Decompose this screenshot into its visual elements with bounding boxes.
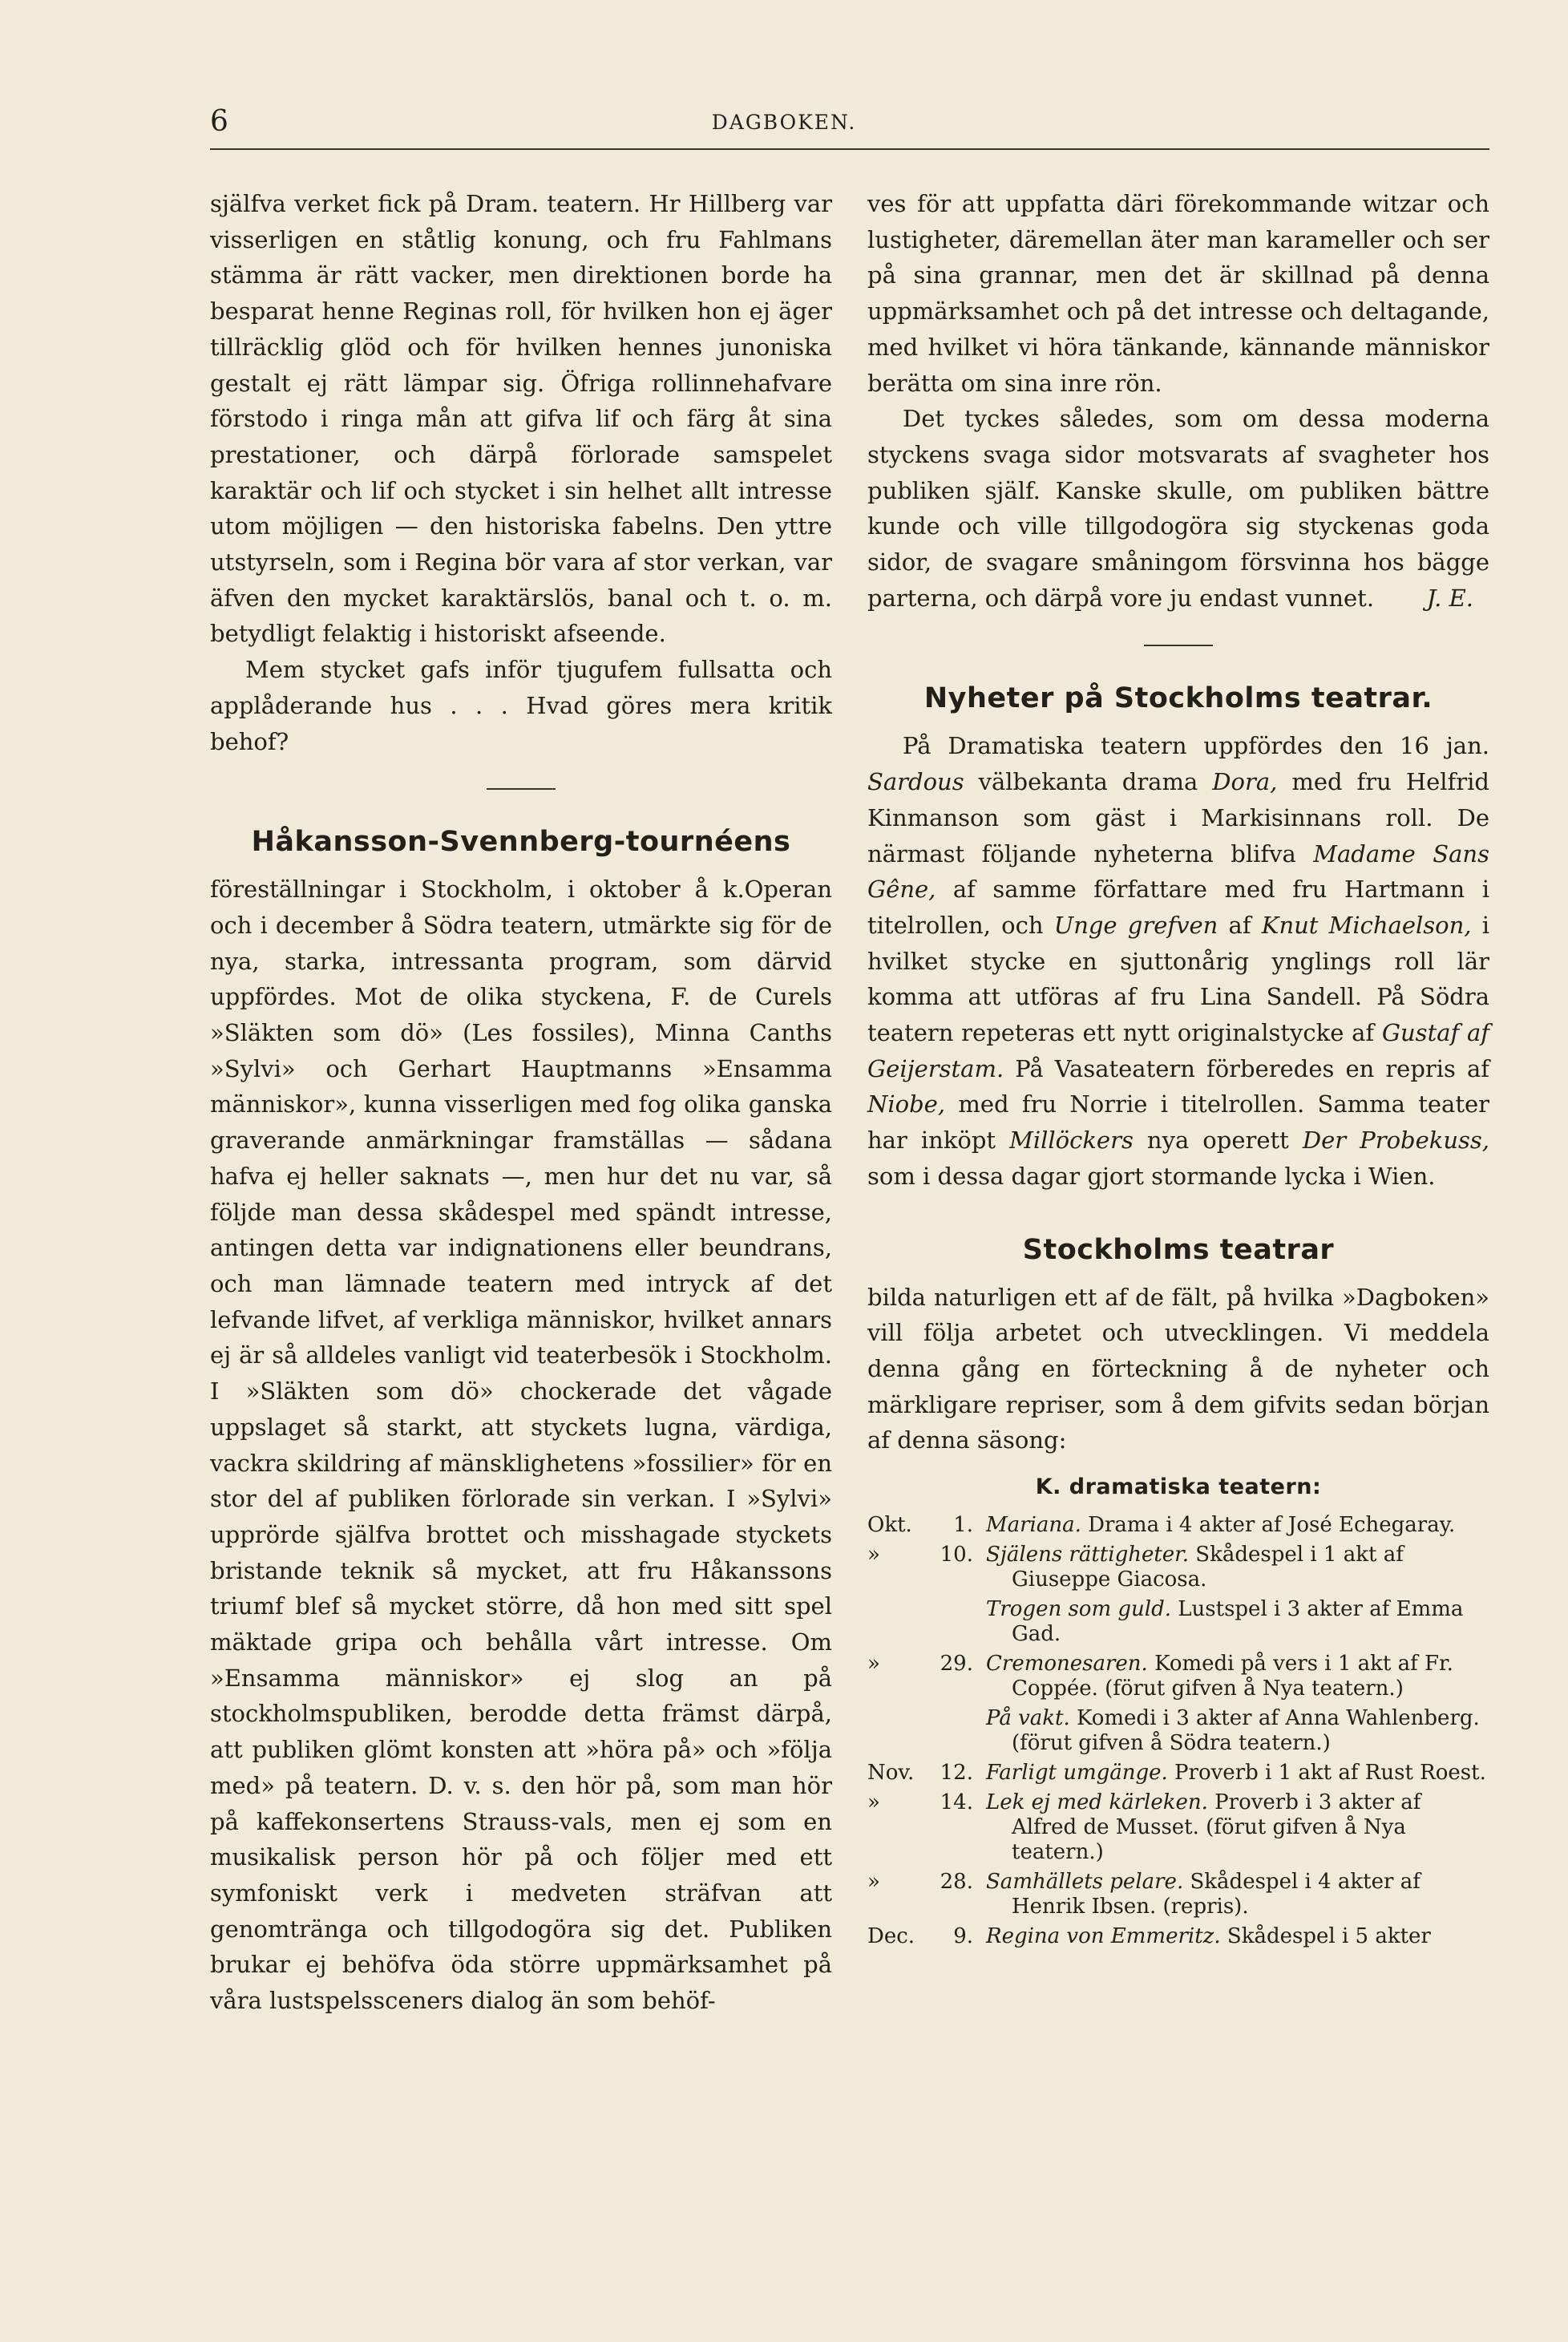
article-heading-nyheter: Nyheter på Stockholms teatrar. <box>923 682 1433 715</box>
play-description: Komedi i 3 akter af Anna Wahlenberg. (förut gifven å Södra teatern.) <box>1012 1706 1480 1756</box>
repertoire-day: 12. <box>940 1761 973 1786</box>
play-title: Själens rättigheter. <box>986 1543 1190 1567</box>
listing-heading: K. dramatiska teatern: <box>1035 1474 1322 1500</box>
repertoire-month <box>867 1706 915 1761</box>
section-divider <box>1144 645 1213 646</box>
repertoire-month: » <box>867 1870 880 1895</box>
repertoire-entry <box>986 1790 1489 1870</box>
play-title: Farligt umgänge. <box>986 1761 1168 1786</box>
italic-run: Dora, <box>1212 768 1278 796</box>
repertoire-table <box>867 1513 1489 1954</box>
repertoire-entry-text <box>986 1706 1489 1756</box>
repertoire-month: » <box>867 1790 880 1815</box>
play-description: Lustspel i 3 akter af Emma Gad. <box>1012 1597 1464 1647</box>
play-description: Proverb i 3 akter af Alfred de Musset. (förut gifven å Nya teatern.) <box>1012 1790 1421 1865</box>
repertoire-row <box>867 1597 1489 1652</box>
repertoire-row <box>867 1870 1489 1924</box>
play-description: Skådespel i 1 akt af Giuseppe Giacosa. <box>1012 1543 1404 1592</box>
article-heading-stockholms-teatrar: Stockholms teatrar <box>1022 1233 1335 1266</box>
repertoire-entry-text <box>986 1790 1489 1865</box>
italic-run: Der Probekuss, <box>1302 1127 1489 1155</box>
repertoire-day: 28. <box>940 1870 973 1895</box>
play-title: Regina von Emmeritz. <box>986 1924 1221 1949</box>
text-run: som i dessa dagar gjort stormande lycka i Wien. <box>867 1162 1436 1190</box>
text-run: af <box>1218 911 1262 939</box>
article-heading-tournee: Håkansson-Svennberg-tournéens <box>251 826 791 859</box>
play-description: Proverb i 1 akt af Rust Roest. <box>1167 1761 1486 1786</box>
text-run: i hvilket stycke en sjuttonårig ynglings roll lär komma att utföras af fru Lina Sandell. På Södra teatern repeteras ett nytt originalstycke af <box>867 911 1489 1047</box>
repertoire-entry <box>986 1924 1489 1954</box>
section-divider <box>487 788 556 790</box>
repertoire-entry-text <box>986 1652 1489 1701</box>
repertoire-month: Nov. <box>867 1761 915 1786</box>
text-run: På Dramatiska teatern uppfördes den 16 jan. <box>903 732 1489 760</box>
repertoire-entry-text <box>986 1761 1489 1786</box>
running-title: DAGBOKEN. <box>711 111 857 134</box>
play-description: Drama i 4 akter af José Echegaray. <box>1081 1513 1456 1538</box>
repertoire-row <box>867 1790 1489 1870</box>
repertoire-entry <box>986 1761 1489 1790</box>
header-rule <box>210 148 1489 150</box>
repertoire-month: » <box>867 1543 880 1567</box>
repertoire-row <box>867 1652 1489 1706</box>
italic-run: Sardous <box>867 768 964 796</box>
repertoire-month: Okt. <box>867 1513 912 1538</box>
italic-run: Niobe, <box>867 1090 946 1118</box>
repertoire-entry <box>986 1870 1489 1924</box>
text-run: af samme författare med fru Hartmann i titelrollen, och <box>867 876 1489 939</box>
author-signature: J. E. <box>1426 584 1473 612</box>
right-paragraph-2-text: Det tyckes således, som om dessa moderna styckens svaga sidor motsvarats af svagheter hos publiken själf. Kanske skulle, om publiken bättre kunde och ville tillgodogöra sig styckenas goda sidor, de svagare småningom försvinna hos bägge parterna, och därpå vore ju endast vunnet. <box>867 405 1489 612</box>
right-paragraph-3 <box>867 728 1489 1194</box>
repertoire-entry-text <box>986 1597 1489 1647</box>
repertoire-row <box>867 1706 1489 1761</box>
repertoire-entry-text <box>986 1924 1489 1949</box>
repertoire-row <box>867 1543 1489 1597</box>
left-paragraph-3: föreställningar i Stockholm, i oktober å k.Operan och i december å Södra teatern, utmärkte sig för de nya, starka, intressanta program, som därvid uppfördes. Mot de olika styckena, F. de Curels »Släkten som dö» (Les fossiles), Minna Canths »Sylvi» och Gerhart Hauptmanns »Ensamma människor», kunna visserligen med fog olika ganska graverande anmärkningar framställas — sådana hafva ej heller saknats —, men hur det nu var, så följde man dessa skådespel med spändt intresse, antingen detta var indignationens eller beundrans, och man lämnade teatern med intryck af det lefvande lifvet, af verkliga människor, hvilket annars ej är så alldeles vanligt vid teaterbesök i Stockholm. I »Släkten som dö» chockerade det vågade uppslaget så starkt, att styckets lugna, värdiga, vackra skildring af mänsklighetens »fossilier» för en stor del af publiken förlorade sin verkan. I »Sylvi» upprörde själfva brottet och misshagade styckets bristande teknik så mycket, att fru Håkanssons triumf blef så mycket större, då hon med sitt spel mäktade gripa och behålla vårt intresse. Om »Ensamma människor» ej slog an på stockholmspubliken, berodde detta främst därpå, att publiken glömt konsten att »höra på» och »följa med» på teatern. D. v. s. den hör på, som man hör på kaffekonsertens Strauss-vals, men ej som en musikalisk person hör på och följer med ett symfoniskt verk i medveten sträfvan att genomtränga och tillgodogöra sig det. Publiken brukar ej behöfva öda större uppmärksamhet på våra lustspelssceners dialog än som behöf- <box>210 876 832 2015</box>
repertoire-entry <box>986 1513 1489 1543</box>
repertoire-entry <box>986 1652 1489 1706</box>
play-title: Trogen som guld. <box>986 1597 1171 1622</box>
repertoire-day: 1. <box>953 1513 973 1538</box>
left-paragraph-1: själfva verket fick på Dram. teatern. Hr Hillberg var visserligen en ståtlig konung, och fru Fahlmans stämma är rätt vacker, men direktionen borde ha besparat henne Reginas roll, för hvilken hon ej äger tillräcklig glöd och för hvilken hennes junoniska gestalt ej rätt lämpar sig. Öfriga rollinnehafvare förstodo i ringa mån att gifva lif och färg åt sina prestationer, och därpå förlorade samspelet karaktär och lif och stycket i sin helhet allt intresse utom möjligen — den historiska fabelns. Den yttre utstyrseln, som i Regina bör vara af stor verkan, var äfven den mycket karaktärslös, banal och t. o. m. betydligt felaktig i historiskt afseende. <box>210 190 832 648</box>
text-run: nya operett <box>1133 1127 1303 1155</box>
repertoire-day <box>915 1706 986 1761</box>
left-column <box>210 186 832 2019</box>
play-description: Skådespel i 5 akter <box>1220 1924 1431 1949</box>
italic-run: Millöckers <box>1009 1127 1134 1155</box>
play-description: Komedi på vers i 1 akt af Fr. Coppée. (förut gifven å Nya teatern.) <box>1012 1652 1453 1701</box>
italic-run: Madame Sans Gêne, <box>867 839 1489 904</box>
repertoire-entry <box>986 1597 1489 1652</box>
play-title: Mariana. <box>986 1513 1081 1538</box>
left-paragraph-2: Mem stycket gafs inför tjugufem fullsatta och applåderande hus . . . Hvad göres mera kritik behof? <box>210 656 832 755</box>
repertoire-day: 10. <box>940 1543 973 1567</box>
right-paragraph-1: ves för att uppfatta däri förekommande witzar och lustigheter, däremellan äter man karameller och ser på sina grannar, men det är skillnad på denna uppmärksamhet och på det intresse och deltagande, med hvilket vi höra tänkande, kännande människor berätta om sina inre rön. <box>867 190 1489 397</box>
repertoire-day <box>915 1597 986 1652</box>
play-title: Samhällets pelare. <box>986 1870 1184 1895</box>
repertoire-day: 29. <box>940 1652 973 1677</box>
right-paragraph-2 <box>867 401 1489 616</box>
repertoire-month <box>867 1597 915 1652</box>
repertoire-entry-text <box>986 1543 1489 1592</box>
repertoire-row <box>867 1761 1489 1790</box>
text-run: med fru Helfrid Kinmanson som gäst i Markisinnans roll. De närmast följande nyheterna blifva <box>867 768 1489 868</box>
repertoire-entry-text <box>986 1513 1489 1538</box>
repertoire-month: » <box>867 1652 880 1677</box>
repertoire-row <box>867 1513 1489 1543</box>
repertoire-entry <box>986 1706 1489 1761</box>
text-run: med fru Norrie i titelrollen. Samma teater har inköpt <box>867 1090 1489 1155</box>
play-title: På vakt. <box>986 1706 1070 1731</box>
repertoire-day: 14. <box>940 1790 973 1815</box>
repertoire-table-body <box>867 1513 1489 1954</box>
italic-run: Unge grefven <box>1053 911 1218 939</box>
text-run: välbekanta drama <box>964 768 1213 796</box>
repertoire-day: 9. <box>953 1924 973 1949</box>
right-paragraph-4: bilda naturligen ett af de fält, på hvilka »Dagboken» vill följa arbetet och utvecklingen. Vi meddela denna gång en förteckning å de nyheter och märkligare repriser, som å dem gifvits sedan början af denna säsong: <box>867 1283 1489 1454</box>
repertoire-month: Dec. <box>867 1924 915 1949</box>
play-title: Lek ej med kärleken. <box>986 1790 1208 1815</box>
italic-run: Gustaf af Geijerstam. <box>867 1019 1489 1082</box>
repertoire-entry-text <box>986 1870 1489 1919</box>
play-description: Skådespel i 4 akter af Henrik Ibsen. (repris). <box>1012 1870 1420 1919</box>
page-number: 6 <box>210 105 228 138</box>
italic-run: Knut Michaelson, <box>1261 911 1472 939</box>
repertoire-row <box>867 1924 1489 1954</box>
text-run: På Vasateatern förberedes en repris af <box>1004 1054 1489 1082</box>
play-title: Cremonesaren. <box>986 1652 1148 1677</box>
repertoire-entry <box>986 1543 1489 1597</box>
right-column <box>867 186 1489 1954</box>
